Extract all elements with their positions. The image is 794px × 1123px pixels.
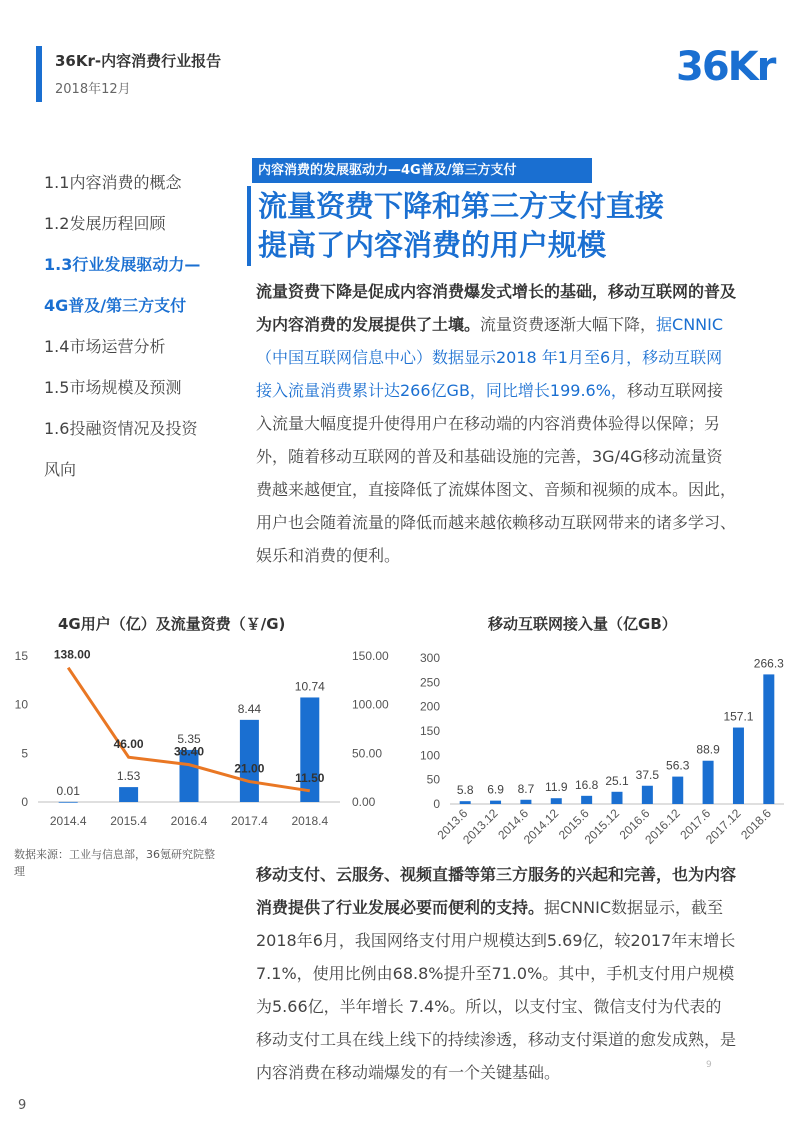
para1-plain-1: 流量资费逐渐大幅下降， [480,315,657,334]
chart2-x-tick-label: 2018.6 [738,806,774,843]
chart2-bar [581,796,592,804]
chart2-bar [672,777,683,804]
chart2-plot [420,651,784,847]
para2-plain: 据CNNIC数据显示，截至2018年6月，我国网络支付用户规模达到5.69亿，较2017年末增长7.1%，使用比例由68.8%提升至71.0%。其中，手机支付用户规模为5.66亿，半年增长 7.4%。所以，以支付宝、微信支付为代表的移动支付工具在线上线下的持续渗透，移动支付渠道的愈发成熟，是内容消费在移动端爆发的有一个关键基础。 [256,898,737,1082]
chart1-x-tick-label: 2015.4 [110,814,147,828]
chart1-bar [119,787,138,802]
report-date: 2018年12月 [55,82,131,97]
section-headline [258,187,758,265]
chart1-bar-label: 1.53 [116,769,141,784]
chart2-bar [460,801,471,804]
chart2-bar [763,674,774,804]
chart2-tick-label: 300 [419,651,440,665]
brand-logo: 36Kr [676,44,775,90]
chart1-x-tick-label: 2017.4 [231,814,268,828]
chart1-line-label: 11.50 [295,770,325,785]
chart2-x-tick-label: 2016.12 [642,806,683,847]
chart1-bar [300,697,319,802]
body-paragraph-2 [256,858,736,1089]
chart1-left-tick-label: 5 [21,746,28,761]
chart2-bar [612,792,623,804]
chart2-bar [733,728,744,804]
chart1-line-label: 21.00 [234,761,265,776]
headline-accent-line [247,186,251,266]
chart2-tick-label: 150 [419,724,440,738]
chart2-x-tick-label: 2015.12 [581,806,623,847]
chart2-bar [490,801,501,804]
chart2-tick-label: 0 [433,797,440,811]
chart2-x-tick-label: 2017.12 [702,806,744,847]
chart2-bar [703,761,714,804]
data-source-note: 数据来源：工业与信息部，36氪研究院整理 [14,848,215,878]
chart2-bar [642,786,653,804]
nav-item-1-5[interactable]: 1.5市场规模及预测 [44,378,182,397]
chart1-svg [0,640,410,840]
nav-item-1-6-cont[interactable]: 风向 [44,460,77,479]
chart2-x-tick-label: 2013.6 [434,806,471,843]
para1-highlight: 据CNNIC（中国互联网信息中心）数据显示2018 年1月至6月，移动互联网接入流量消费累计达266亿GB，同比增长199.6%， [256,315,724,400]
chart1-left-tick-label: 15 [14,649,28,663]
chart1-bar-label: 8.44 [237,701,262,716]
chart1-x-tick-label: 2014.4 [49,814,87,828]
nav-item-1-4[interactable]: 1.4市场运营分析 [44,337,166,356]
chart1-right-tick-label: 0.00 [352,795,376,809]
chart2-tick-label: 100 [419,748,440,763]
chart2-bar-label: 16.8 [574,777,599,792]
chart2-title: 移动互联网接入量（亿GB） [488,615,677,633]
nav-item-1-1[interactable]: 1.1内容消费的概念 [44,173,182,192]
chart2-x-tick-label: 2015.6 [555,806,592,843]
chart1-right-tick-label: 100.00 [352,697,389,712]
chart1-title: 4G用户（亿）及流量资费（￥/G) [58,615,286,633]
chart2-bar [520,800,531,804]
section-nav [44,170,224,498]
headline-line-2: 提高了内容消费的用户规模 [258,228,607,262]
chart1-left-tick-label: 0 [21,795,28,809]
chart2-bar-label: 266.3 [753,656,784,671]
page-watermark-number: 9 [706,1060,712,1070]
nav-item-1-3-cont[interactable]: 4G普及/第三方支付 [44,296,187,315]
body-paragraph-1 [256,275,736,572]
nav-item-1-3[interactable]: 1.3行业发展驱动力— [44,255,201,274]
chart2-x-tick-label: 2014.12 [520,806,562,847]
chart1-bar-label: 0.01 [56,783,80,798]
chart2-tick-label: 200 [419,699,440,714]
chart2-bar-label: 11.9 [545,780,568,795]
chart2-bar [551,798,562,804]
section-tag: 内容消费的发展驱动力—4G普及/第三方支付 [252,158,592,183]
chart2-bar-label: 157.1 [723,709,754,724]
header-accent-bar [36,46,42,102]
chart1-left-tick-label: 10 [14,697,28,712]
report-title: 36Kr-内容消费行业报告 [55,52,222,70]
chart2-bar-label: 88.9 [696,742,720,757]
chart2-x-tick-label: 2013.12 [460,806,501,847]
chart1-bar [59,802,78,803]
chart1-right-tick-label: 150.00 [352,649,389,663]
chart2-bar-label: 37.5 [635,767,660,782]
para1-plain-2: 移动互联网接入流量大幅度提升使得用户在移动端的内容消费体验得以保障；另外，随着移动互联网的普及和基础设施的完善，3G/4G移动流量资费越来越便宜，直接降低了流媒体图文、音频和视频的成本。因此，用户也会随着流量的降低而越来越依赖移动互联网带来的诸多学习、娱乐和消费的便利。 [256,381,737,565]
para1-bold: 流量资费下降是促成内容消费爆发式增长的基础，移动互联网的普及为内容消费的发展提供了土壤。 [256,282,737,334]
chart2-x-tick-label: 2014.6 [495,806,532,843]
chart1-line-label: 38.40 [173,744,205,759]
nav-item-1-6[interactable]: 1.6投融资情况及投资 [44,419,198,438]
chart2-bar-label: 6.9 [487,782,504,797]
chart1-line-label: 138.00 [53,647,91,662]
chart2-bar-label: 56.3 [666,758,690,773]
chart2-tick-label: 50 [426,772,440,787]
chart1-right-tick-label: 50.00 [352,746,383,761]
page-number: 9 [18,1098,27,1113]
chart1-x-tick-label: 2018.4 [291,814,329,828]
headline-line-1: 流量资费下降和第三方支付直接 [258,189,665,223]
chart1-plot [15,648,389,828]
chart1-bar-label: 5.35 [177,731,201,746]
para2-bold: 移动支付、云服务、视频直播等第三方服务的兴起和完善，也为内容消费提供了行业发展必要而便利的支持。 [256,865,737,917]
chart2-tick-label: 250 [419,675,440,690]
chart2-x-tick-label: 2016.6 [616,806,653,843]
nav-item-1-2[interactable]: 1.2发展历程回顾 [44,214,166,233]
chart1-line-label: 46.00 [113,737,144,752]
chart2-svg [400,640,794,862]
chart2-bar-label: 8.7 [517,781,535,796]
chart2-bar-label: 5.8 [456,783,474,798]
chart1-x-tick-label: 2016.4 [170,814,208,828]
chart2-bar-label: 25.1 [605,773,629,788]
chart2-x-tick-label: 2017.6 [677,806,714,843]
chart1-bar-label: 10.74 [294,679,325,694]
